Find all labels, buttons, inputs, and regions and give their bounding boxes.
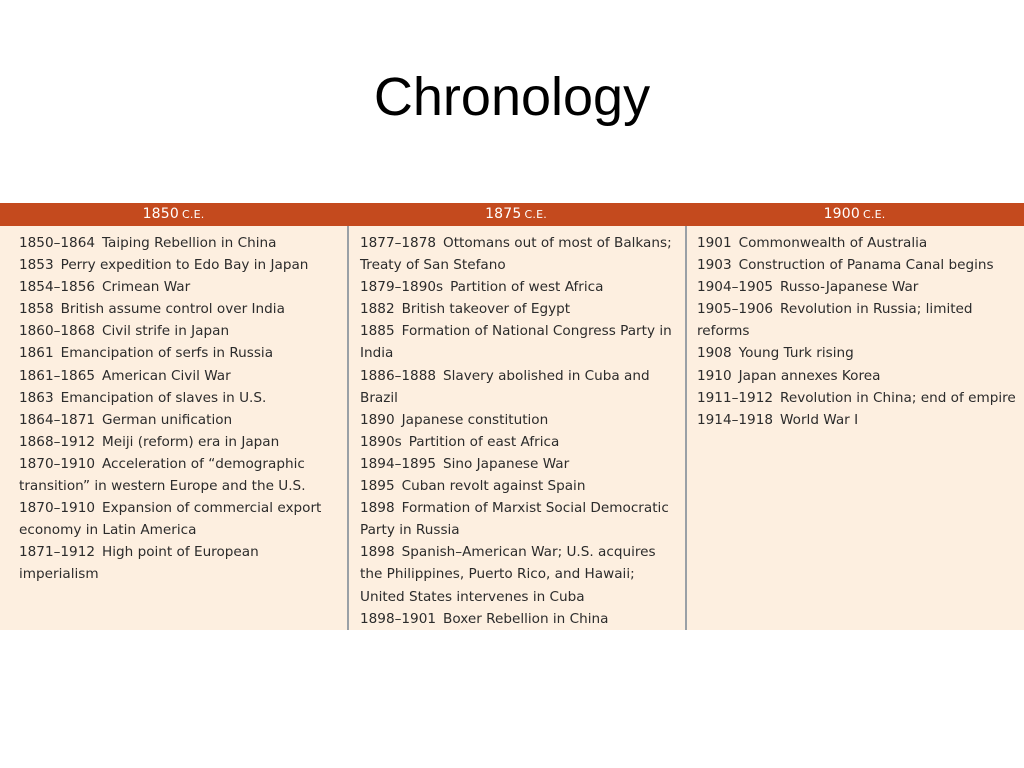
- list-item: [19, 409, 341, 431]
- list-item: [19, 453, 341, 497]
- page-title: Chronology: [373, 67, 651, 127]
- chronology-table: [0, 203, 1024, 627]
- list-item: [697, 365, 1020, 387]
- entry-years: 1861–1865: [19, 367, 95, 384]
- entry-event: Revolution in China; end of empire: [780, 389, 1016, 406]
- entry-event: Spanish–American War; U.S. acquires the Philippines, Puerto Rico, and Hawaii; United States intervenes in Cuba: [360, 544, 656, 605]
- entry-years: 1850–1864: [19, 235, 95, 251]
- entry-years: 1870–1910: [19, 455, 95, 472]
- list-item: [360, 298, 679, 320]
- column-year: 1875: [485, 206, 522, 222]
- column-1875-entries: [347, 226, 685, 630]
- entry-years: 1890s: [360, 433, 402, 450]
- entry-years: 1898: [360, 544, 395, 561]
- entry-years: 1895: [360, 478, 395, 495]
- entry-event: Young Turk rising: [738, 345, 854, 362]
- column-header-1900: [685, 203, 1024, 226]
- list-item: [697, 387, 1020, 409]
- entry-event: Slavery abolished in Cuba and Brazil: [360, 367, 650, 406]
- entry-event: German unification: [102, 411, 233, 428]
- entry-event: Construction of Panama Canal begins: [738, 257, 994, 274]
- entry-event: Partition of west Africa: [450, 279, 604, 296]
- entry-event: Japanese constitution: [401, 411, 549, 428]
- entry-event: Commonwealth of Australia: [738, 235, 928, 251]
- list-item: [19, 342, 341, 364]
- entry-years: 1858: [19, 301, 54, 318]
- entry-event: Ottomans out of most of Balkans; Treaty of San Stefano: [360, 235, 672, 274]
- entry-years: 1870–1910: [19, 500, 95, 517]
- list-item: [19, 541, 341, 585]
- list-item: [19, 431, 341, 453]
- column-era: C.E.: [863, 208, 886, 221]
- column-header-1875: [347, 203, 685, 226]
- column-era: C.E.: [524, 208, 547, 221]
- entry-years: 1903: [697, 257, 732, 274]
- entry-event: Meiji (reform) era in Japan: [102, 433, 280, 450]
- entry-event: Emancipation of slaves in U.S.: [60, 389, 267, 406]
- column-header-1850: [0, 203, 347, 226]
- list-item: [19, 298, 341, 320]
- list-item: [19, 276, 341, 298]
- entry-years: 1853: [19, 257, 54, 274]
- entry-event: World War I: [780, 411, 859, 428]
- entry-event: Acceleration of “demographic transition” in western Europe and the U.S.: [19, 455, 306, 495]
- list-item: [19, 232, 341, 254]
- column-era: C.E.: [182, 208, 205, 221]
- entry-years: 1854–1856: [19, 279, 95, 296]
- list-item: [19, 320, 341, 342]
- list-item: [360, 497, 679, 541]
- list-item: [19, 497, 341, 541]
- list-item: [697, 409, 1020, 431]
- entry-years: 1894–1895: [360, 455, 436, 472]
- entry-years: 1908: [697, 345, 732, 362]
- entry-event: British takeover of Egypt: [401, 301, 571, 318]
- list-item: [360, 608, 679, 630]
- entry-event: Civil strife in Japan: [102, 323, 230, 340]
- entry-event: American Civil War: [102, 367, 231, 384]
- list-item: [697, 276, 1020, 298]
- entry-years: 1914–1918: [697, 411, 773, 428]
- entry-event: Expansion of commercial export economy in Latin America: [19, 500, 322, 539]
- entry-event: Revolution in Russia; limited reforms: [697, 301, 973, 340]
- column-1850-entries: [0, 226, 347, 630]
- list-item: [697, 298, 1020, 342]
- entry-event: High point of European imperialism: [19, 544, 259, 583]
- entry-years: 1898: [360, 500, 395, 517]
- column-year: 1850: [142, 206, 179, 222]
- list-item: [19, 387, 341, 409]
- list-item: [360, 431, 679, 453]
- entry-years: 1877–1878: [360, 235, 436, 251]
- entry-years: 1890: [360, 411, 395, 428]
- list-item: [697, 342, 1020, 364]
- entry-event: Sino Japanese War: [443, 455, 570, 472]
- entry-years: 1882: [360, 301, 395, 318]
- entry-years: 1871–1912: [19, 544, 95, 561]
- entry-years: 1904–1905: [697, 279, 773, 296]
- entry-years: 1885: [360, 323, 395, 340]
- entry-years: 1905–1906: [697, 301, 773, 318]
- list-item: [360, 541, 679, 607]
- entry-years: 1863: [19, 389, 54, 406]
- list-item: [19, 254, 341, 276]
- entry-event: Russo-Japanese War: [780, 279, 919, 296]
- entry-years: 1860–1868: [19, 323, 95, 340]
- column-year: 1900: [823, 206, 860, 222]
- entry-event: Formation of National Congress Party in India: [360, 323, 672, 362]
- entry-event: Japan annexes Korea: [738, 367, 881, 384]
- list-item: [697, 254, 1020, 276]
- entry-years: 1879–1890s: [360, 279, 444, 296]
- entry-event: Crimean War: [102, 279, 191, 296]
- entry-years: 1886–1888: [360, 367, 436, 384]
- list-item: [360, 320, 679, 364]
- entry-years: 1868–1912: [19, 433, 95, 450]
- list-item: [360, 232, 679, 276]
- entry-event: British assume control over India: [60, 301, 285, 318]
- entry-years: 1864–1871: [19, 411, 95, 428]
- entry-event: Perry expedition to Edo Bay in Japan: [60, 257, 309, 274]
- list-item: [697, 232, 1020, 254]
- column-1900-entries: [685, 226, 1024, 630]
- list-item: [360, 409, 679, 431]
- table-header-row: [0, 203, 1024, 226]
- entry-event: Boxer Rebellion in China: [443, 610, 609, 627]
- entry-years: 1861: [19, 345, 54, 362]
- list-item: [360, 453, 679, 475]
- entry-event: Emancipation of serfs in Russia: [60, 345, 274, 362]
- entry-years: 1910: [697, 367, 732, 384]
- list-item: [360, 475, 679, 497]
- list-item: [360, 276, 679, 298]
- list-item: [19, 365, 341, 387]
- entry-years: 1898–1901: [360, 610, 436, 627]
- entry-event: Formation of Marxist Social Democratic Party in Russia: [360, 500, 669, 539]
- table-body-row: [0, 226, 1024, 630]
- entry-years: 1911–1912: [697, 389, 773, 406]
- entry-event: Taiping Rebellion in China: [102, 235, 277, 251]
- entry-event: Partition of east Africa: [408, 433, 560, 450]
- entry-years: 1901: [697, 235, 732, 251]
- list-item: [360, 365, 679, 409]
- entry-event: Cuban revolt against Spain: [401, 478, 586, 495]
